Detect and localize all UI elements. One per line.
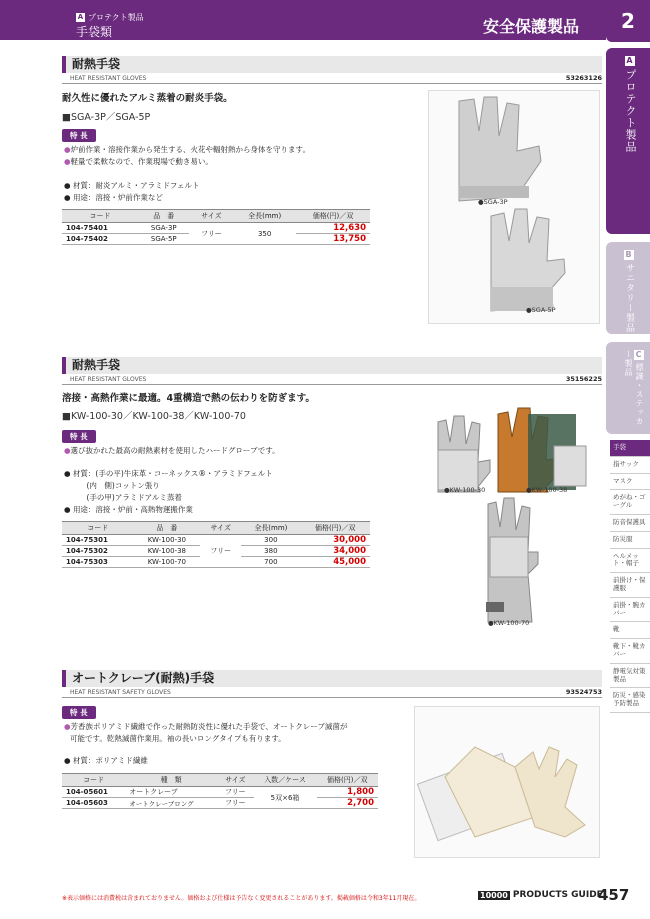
section2-title: 耐熱手袋 <box>62 357 602 374</box>
section2-code: 35156225 <box>565 375 602 383</box>
caption-kw70: ●KW-100-70 <box>488 619 530 627</box>
th-model: 品 番 <box>138 210 189 223</box>
sidebar-item-goggles[interactable]: めがね・ゴーグル <box>610 490 650 515</box>
section2-feature-1: ●選び抜かれた最高の耐熱素材を使用したハードグローブです。 <box>64 446 280 455</box>
table-row: 104-75301 KW-100-30 フリー 300 30,000 <box>62 535 370 546</box>
section1-feature-1: ●炉前作業・溶接作業から発生する、火花や輻射熱から身体を守ります。 <box>64 145 310 154</box>
section2-usage: ● 用途：溶接・炉前・高熱物運搬作業 <box>64 505 193 514</box>
section3-code: 93524753 <box>565 688 602 696</box>
th-size: サイズ <box>189 210 233 223</box>
guide-number: 10000 <box>480 890 508 900</box>
sidebar-item-socks[interactable]: 靴下・靴カバー <box>610 639 650 664</box>
tab-label-b: サニタリー製品 <box>624 263 634 333</box>
sidebar-item-finger-cots[interactable]: 指サック <box>610 457 650 474</box>
section1-eng: HEAT RESISTANT GLOVES <box>70 75 147 82</box>
caption-kw30: ●KW-100-30 <box>444 486 486 494</box>
caption-kw38: ●KW-100-38 <box>526 486 568 494</box>
section1-models: ■SGA-3P／SGA-5P <box>62 112 151 123</box>
category-label: プロテクト製品 <box>88 13 144 22</box>
sidebar-item-aprons[interactable]: 前掛・腕カバー <box>610 598 650 623</box>
sidebar-item-ear-protection[interactable]: 防音保護具 <box>610 515 650 532</box>
tab-label-a: プロテクト製品 <box>624 69 637 153</box>
section1-table <box>62 209 370 245</box>
category-badge: A <box>77 13 84 21</box>
section3-material: ● 材質：ポリアミド繊維 <box>64 756 148 765</box>
section1-material: ● 材質：耐炎アルミ・アラミドフェルト <box>64 181 200 190</box>
section2-material-2: (内 側)コットン張り <box>64 481 160 490</box>
section2-eng: HEAT RESISTANT GLOVES <box>70 376 147 383</box>
section1-feature-2: ●軽量で柔軟なので、作業現場で動き易い。 <box>64 157 213 166</box>
section3-feature-2: 可能です。乾熱滅菌作業用。袖の長いロングタイプも有ります。 <box>70 734 286 743</box>
sidebar-item-dust-suits[interactable]: 防災服 <box>610 532 650 549</box>
tab-label-c: 標識・ステッカー製品 <box>624 350 644 426</box>
section3-product-image <box>414 706 600 858</box>
tab-badge-a: A <box>626 56 634 65</box>
section1-lead: 耐久性に優れたアルミ蒸着の耐炎手袋。 <box>62 93 233 104</box>
glove-kw-icon <box>428 392 600 626</box>
header-subcategory: 手袋類 <box>76 25 113 39</box>
section3-eng: HEAT RESISTANT SAFETY GLOVES <box>70 689 171 696</box>
sidebar-item-helmets[interactable]: ヘルメット・帽子 <box>610 549 650 574</box>
header-category <box>76 12 144 23</box>
caption-sga3p: ●SGA-3P <box>478 198 508 206</box>
section2-rule <box>62 384 602 385</box>
section1-rule <box>62 83 602 84</box>
side-tab-signs[interactable] <box>606 342 650 434</box>
glove-autoclave-icon <box>415 707 601 859</box>
chapter-number: 2 <box>606 0 650 42</box>
table-row: 104-75303 KW-100-70 700 45,000 <box>62 557 370 568</box>
side-tab-protect[interactable] <box>606 48 650 234</box>
tab-badge-b: B <box>625 250 633 259</box>
table-row: 104-75401 SGA-3P フリー 350 12,630 <box>62 223 370 234</box>
section1-product-image <box>428 90 600 324</box>
sidebar-item-protective-wear[interactable]: 前掛け・保護服 <box>610 573 650 598</box>
sidebar-item-masks[interactable]: マスク <box>610 474 650 491</box>
section2-table: コード 品 番 サイズ 全長(mm) 価格(円)／双 104-75301 KW-100-30 フリー 300 30,000 104-75302 KW-100-38 380 34,000 104-75303 KW-100-70 700 45,000 <box>62 521 370 568</box>
th-code: コード <box>62 210 138 223</box>
section2-lead: 溶接・高熱作業に最適。4重構造で熱の伝わりを防ぎます。 <box>62 393 315 404</box>
section3-title: オートクレーブ(耐熱)手袋 <box>62 670 602 687</box>
products-guide <box>478 890 603 900</box>
th-length: 全長(mm) <box>233 210 296 223</box>
page-number: 457 <box>598 886 630 904</box>
section2-material-3: (手の甲)アラミドアルミ蒸着 <box>64 493 182 502</box>
table-row: 104-75302 KW-100-38 380 34,000 <box>62 546 370 557</box>
sidebar-item-shoes[interactable]: 靴 <box>610 622 650 639</box>
table-row: 104-75402 SGA-5P 13,750 <box>62 234 370 245</box>
page-header <box>0 0 606 40</box>
section1-usage: ● 用途：溶接・炉前作業など <box>64 193 163 202</box>
tab-badge-c: C <box>635 350 643 359</box>
section2-feature-label: 特 長 <box>62 430 96 443</box>
footer-note: ※表示価格には消費税は含まれておりません。価格および仕様は予告なく変更されることがあります。掲載価格は令和3年11月現在。 <box>62 895 421 902</box>
table-row: 104-05603 オートクレーブロング フリー 2,700 <box>62 798 378 809</box>
caption-sga5p: ●SGA-5P <box>526 306 556 314</box>
section3-feature-label: 特 長 <box>62 706 96 719</box>
header-title: 安全保護製品 <box>483 17 580 36</box>
section1-feature-label: 特 長 <box>62 129 96 142</box>
section3-feature-1: ●芳香族ポリアミド繊維で作った耐熱防炎性に優れた手袋で、オートクレーブ滅菌が <box>64 722 348 731</box>
section2-material-1: ● 材質：(手の平)牛床革・コーネックス®・アラミドフェルト <box>64 469 273 478</box>
section3-rule <box>62 697 602 698</box>
section2-product-image <box>428 392 600 626</box>
guide-label: PRODUCTS GUIDE <box>512 890 603 900</box>
section1-title: 耐熱手袋 <box>62 56 602 73</box>
section2-models: ■KW-100-30／KW-100-38／KW-100-70 <box>62 411 246 422</box>
sidebar-item-antistatic[interactable]: 静電気対策製品 <box>610 664 650 689</box>
sidebar-item-infection[interactable]: 防災・感染予防製品 <box>610 688 650 713</box>
section3-table: コード 種 類 サイズ 入数／ケース 価格(円)／双 104-05601 オートクレーブ フリー 5双×6箱 1,800 104-05603 オートクレーブロング フリー 2,700 <box>62 773 378 809</box>
section1-code: 53263126 <box>565 74 602 82</box>
glove-silver-icon <box>429 91 601 325</box>
side-tab-sanitary[interactable] <box>606 242 650 334</box>
th-price: 価格(円)／双 <box>296 210 370 223</box>
table-row: 104-05601 オートクレーブ フリー 5双×6箱 1,800 <box>62 787 378 798</box>
sidebar-item-gloves[interactable]: 手袋 <box>610 440 650 457</box>
sidebar-subcategories <box>610 440 650 713</box>
